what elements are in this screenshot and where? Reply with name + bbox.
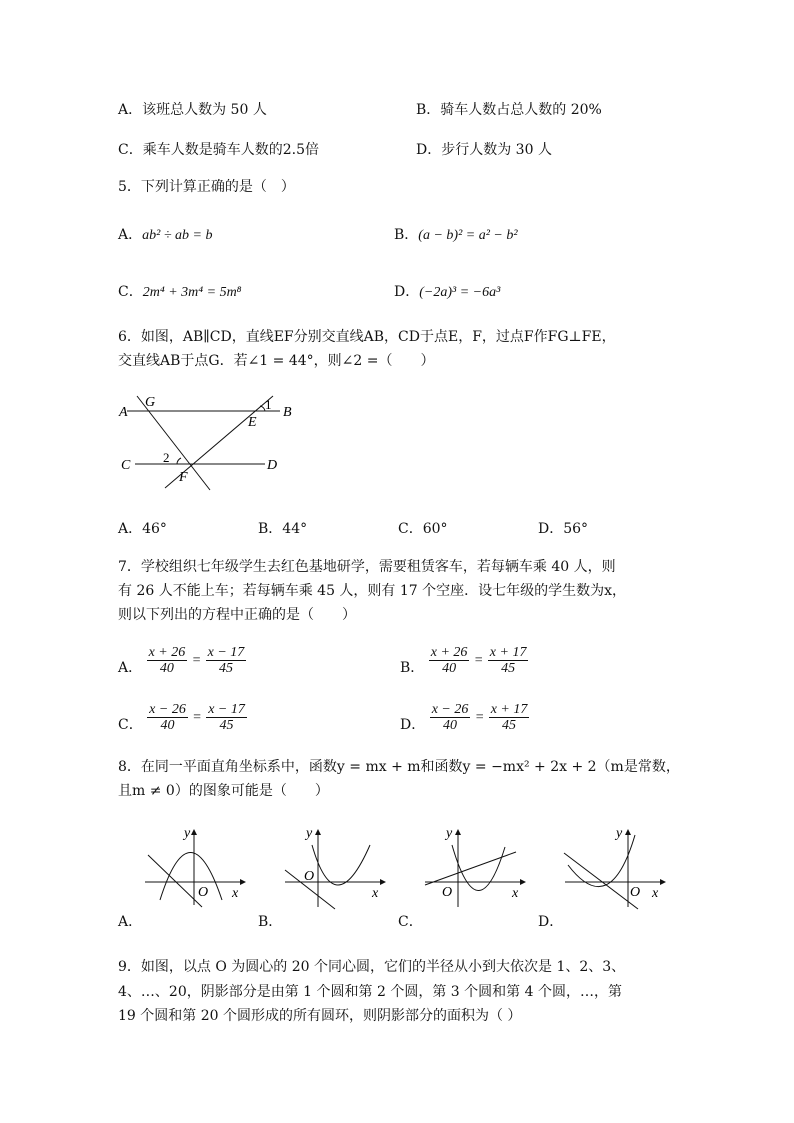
q5-option-c-label: C． (118, 284, 143, 300)
q7-option-c: C． $\frac{x - 26}{40}$ = $\frac{x - 17}{45}$ (118, 701, 247, 741)
q7-stem-line3: 则以下列出的方程中正确的是（ ） (118, 607, 356, 623)
q7-c-frac-left: $\frac{x - 26}{40}$ (149, 701, 186, 733)
q4-option-a: A．该班总人数为 50 人 (118, 102, 267, 118)
q5-option-b-expr: (a − b)² = a² − b² (418, 228, 518, 243)
q8-graph-a (140, 825, 250, 910)
q9-stem-line2: 4、…、20，阴影部分是由第 1 个圆和第 2 个圆，第 3 个圆和第 4 个圆，…，第 (118, 984, 622, 1000)
q8-option-b: B． (258, 914, 283, 930)
q5-option-a-label: A． (118, 227, 143, 243)
q7-b-frac-left: $\frac{x + 26}{40}$ (430, 644, 468, 676)
q6-stem-line2: 交直线AB于点G．若∠1 = 44°，则∠2 =（ ） (118, 353, 435, 369)
q7-a-frac-left: $\frac{x + 26}{40}$ (148, 644, 186, 676)
label-x: x (232, 886, 239, 901)
label-b: B (283, 405, 292, 420)
label-x: x (652, 886, 659, 901)
q7-option-b: B． $\frac{x + 26}{40}$ = $\frac{x + 17}{45}$ (400, 644, 528, 684)
line (425, 852, 516, 885)
q8-graph-c (420, 825, 530, 910)
q5-stem: 5．下列计算正确的是（ ） (118, 179, 295, 195)
q6-option-c: C．60° (398, 521, 448, 537)
q5-option-c (118, 283, 242, 302)
parabola (312, 845, 370, 885)
q9-stem-line1: 9．如图，以点 O 为圆心的 20 个同心圆，它们的半径从小到大依次是 1、2、3、 (118, 959, 626, 975)
label-y: y (306, 826, 313, 841)
q6-stem-line1: 6．如图，AB∥CD，直线EF分别交直线AB，CD于点E，F，过点F作FG⊥FE， (118, 329, 616, 345)
label-y: y (446, 826, 453, 841)
parabola (568, 835, 635, 887)
label-f: F (179, 470, 188, 485)
label-o: O (630, 885, 641, 900)
q6-figure (115, 390, 305, 495)
q7-option-d-label: D． (400, 717, 426, 733)
label-d: D (267, 458, 278, 473)
q8-option-a: A． (118, 914, 143, 930)
q5-option-d (394, 283, 500, 302)
q7-d-frac-left: $\frac{x - 26}{40}$ (431, 701, 469, 733)
q5-option-c-expr: 2m⁴ + 3m⁴ = 5m⁸ (142, 285, 242, 300)
q7-option-d: D． $\frac{x - 26}{40}$ = $\frac{x + 17}{45}$ (400, 701, 529, 741)
label-x: x (512, 886, 519, 901)
q8-stem-line1: 8．在同一平面直角坐标系中，函数y = mx + m和函数y = −mx² + 2x + 2（m是常数， (118, 759, 680, 775)
q7-a-frac-right: $\frac{x - 17}{45}$ (207, 644, 245, 676)
line (564, 853, 641, 909)
q8-graph-b (280, 825, 390, 910)
q5-option-d-label: D． (394, 284, 420, 300)
label-a: A (119, 405, 128, 420)
label-e: E (248, 415, 257, 430)
q8-option-c: C． (398, 914, 423, 930)
q8-graph-d (560, 825, 670, 910)
q7-option-a: A． $\frac{x + 26}{40}$ = $\frac{x - 17}{45}$ (118, 644, 246, 684)
label-o: O (304, 869, 315, 884)
q5-option-a-expr: ab² ÷ ab = b (142, 228, 213, 243)
label-1: 1 (265, 397, 272, 412)
q7-b-frac-right: $\frac{x + 17}{45}$ (489, 644, 527, 676)
q7-c-frac-right: $\frac{x - 17}{45}$ (208, 701, 245, 733)
q7-option-c-label: C． (118, 717, 143, 733)
q6-option-a: A．46° (118, 521, 167, 537)
q5-option-b (394, 226, 518, 245)
label-y: y (184, 826, 191, 841)
q8-option-d: D． (538, 914, 564, 930)
q7-option-b-label: B． (400, 660, 425, 676)
q5-option-b-label: B． (394, 227, 419, 243)
q7-d-frac-right: $\frac{x + 17}{45}$ (490, 701, 528, 733)
q7-stem-line2: 有 26 人不能上车；若每辆车乘 45 人，则有 17 个空座．设七年级的学生数为x， (118, 583, 627, 599)
q8-stem-line2: 且m ≠ 0）的图象可能是（ ） (118, 783, 329, 799)
label-x: x (372, 886, 379, 901)
q6-option-b: B．44° (258, 521, 308, 537)
label-y: y (616, 826, 623, 841)
parabola (452, 845, 505, 891)
q7-stem-line1: 7．学校组织七年级学生去红色基地研学，需要租赁客车，若每辆车乘 40 人，则 (118, 559, 616, 575)
q6-option-d: D．56° (538, 521, 589, 537)
q4-option-b: B．骑车人数占总人数的 20% (416, 102, 602, 118)
q5-option-d-expr: (−2a)³ = −6a³ (419, 285, 501, 300)
q5-option-a (118, 226, 212, 245)
label-c: C (121, 458, 131, 473)
angle-2-arc (177, 458, 181, 464)
label-2: 2 (163, 450, 170, 465)
q9-stem-line3: 19 个圆和第 20 个圆形成的所有圆环，则阴影部分的面积为（ ） (118, 1008, 522, 1024)
q7-option-a-label: A． (118, 660, 143, 676)
parabola (160, 853, 222, 901)
label-g: G (145, 395, 156, 410)
label-o: O (442, 885, 453, 900)
label-o: O (198, 885, 209, 900)
line-fg (137, 396, 210, 490)
q4-option-c: C．乘车人数是骑车人数的2.5倍 (118, 142, 319, 158)
q4-option-d: D．步行人数为 30 人 (416, 142, 552, 158)
